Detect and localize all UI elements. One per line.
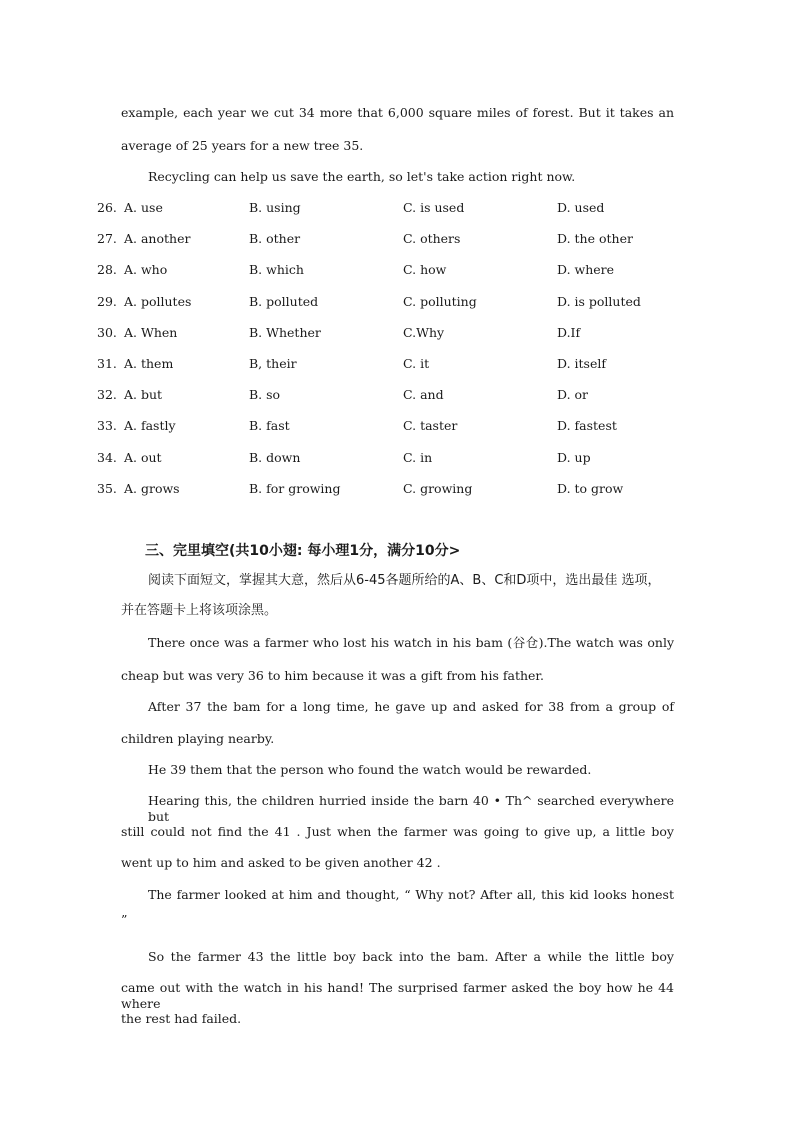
option-d: D. or [557, 387, 589, 403]
option-row [0, 262, 794, 278]
passage-line: After 37 the bam for a long time, he gave up and asked for 38 from a group of [148, 699, 674, 714]
option-c: C. it [403, 356, 430, 371]
option-b: B. down [249, 449, 301, 465]
option-d: D. used [557, 200, 605, 215]
option-row [0, 231, 794, 247]
question-number: 29. [97, 293, 117, 309]
passage-line: cheap but was very 36 to him because it was a gift from his father. [121, 668, 544, 683]
instruction-line: 并在答题卡上将该项涂黑。 [121, 603, 278, 618]
option-row [0, 356, 794, 372]
option-b: B. using [249, 200, 301, 215]
question-number: 26. [97, 200, 117, 215]
option-a: A. them [124, 356, 174, 371]
option-a: A. use [124, 200, 163, 215]
option-b: B. for growing [249, 480, 341, 496]
passage-line: still could not find the 41 . Just when the farmer was going to give up, a little boy [121, 824, 674, 839]
option-b: B. so [249, 387, 281, 403]
question-number: 34. [97, 449, 117, 465]
option-c: C.Why [403, 324, 445, 340]
question-number: 35. [97, 480, 117, 496]
option-a: A. pollutes [124, 293, 192, 309]
option-d: D. fastest [557, 418, 617, 434]
option-d: D. where [557, 262, 615, 278]
passage-line: So the farmer 43 the little boy back into the bam. After a while the little boy [148, 949, 674, 964]
option-d: D. to grow [557, 480, 624, 496]
passage-line: example, each year we cut 34 more that 6,000 square miles of forest. But it takes an [121, 105, 674, 120]
question-number: 30. [97, 324, 117, 340]
option-b: B. fast [249, 418, 290, 434]
option-row [0, 325, 794, 341]
option-a: A. another [124, 231, 191, 247]
passage-line: ” [121, 912, 128, 927]
option-a: A. grows [124, 480, 180, 496]
option-row [0, 450, 794, 466]
passage-line: children playing nearby. [121, 731, 275, 746]
option-row [0, 200, 794, 216]
passage-line: The farmer looked at him and thought, “ Why not? After all, this kid looks honest [148, 887, 674, 902]
option-c: C. and [403, 387, 444, 403]
option-c: C. others [403, 231, 461, 247]
option-d: D. itself [557, 356, 606, 371]
passage-line: Recycling can help us save the earth, so let's take action right now. [148, 169, 576, 184]
passage-line: There once was a farmer who lost his watch in his bam (谷仓).The watch was only [148, 635, 674, 650]
option-d: D. is polluted [557, 293, 641, 309]
section-heading: 三、完里填空(共10小翅: 每小理1分，满分10分> [145, 543, 461, 559]
option-a: A. fastly [124, 418, 176, 434]
option-d: D.If [557, 324, 581, 340]
option-d: D. up [557, 449, 591, 465]
option-b: B. which [249, 262, 304, 278]
option-c: C. taster [403, 418, 458, 434]
question-number: 32. [97, 387, 117, 403]
option-c: C. how [403, 262, 447, 278]
option-a: A. out [124, 449, 162, 465]
passage-line: went up to him and asked to be given another 42 . [121, 855, 441, 870]
passage-line: Hearing this, the children hurried inside the barn 40 • Th^ searched everywhere but [148, 793, 674, 824]
question-number: 33. [97, 418, 117, 434]
option-b: B. polluted [249, 293, 319, 309]
option-b: B. Whether [249, 324, 321, 340]
passage-line: average of 25 years for a new tree 35. [121, 138, 364, 153]
option-a: A. When [124, 324, 178, 340]
option-b: B. other [249, 231, 301, 247]
option-b: B, their [249, 356, 297, 371]
option-row [0, 418, 794, 434]
option-c: C. in [403, 449, 433, 465]
question-number: 31. [97, 356, 117, 371]
option-a: A. but [124, 387, 163, 403]
question-number: 28. [97, 262, 117, 278]
passage-line: He 39 them that the person who found the watch would be rewarded. [148, 762, 592, 777]
option-a: A. who [124, 262, 168, 278]
passage-line: the rest had failed. [121, 1011, 242, 1026]
option-d: D. the other [557, 231, 633, 247]
option-row [0, 387, 794, 403]
option-c: C. polluting [403, 293, 477, 309]
option-c: C. growing [403, 480, 473, 496]
question-number: 27. [97, 231, 117, 247]
option-row [0, 294, 794, 310]
instruction-line: 阅读下面短文，掌握其大意，然后从6-45各题所给的A、B、C和D项中，选出最佳 选项， [148, 573, 661, 588]
option-row [0, 481, 794, 497]
option-c: C. is used [403, 200, 465, 215]
passage-line: came out with the watch in his hand! The surprised farmer asked the boy how he 44 where [121, 980, 674, 1011]
